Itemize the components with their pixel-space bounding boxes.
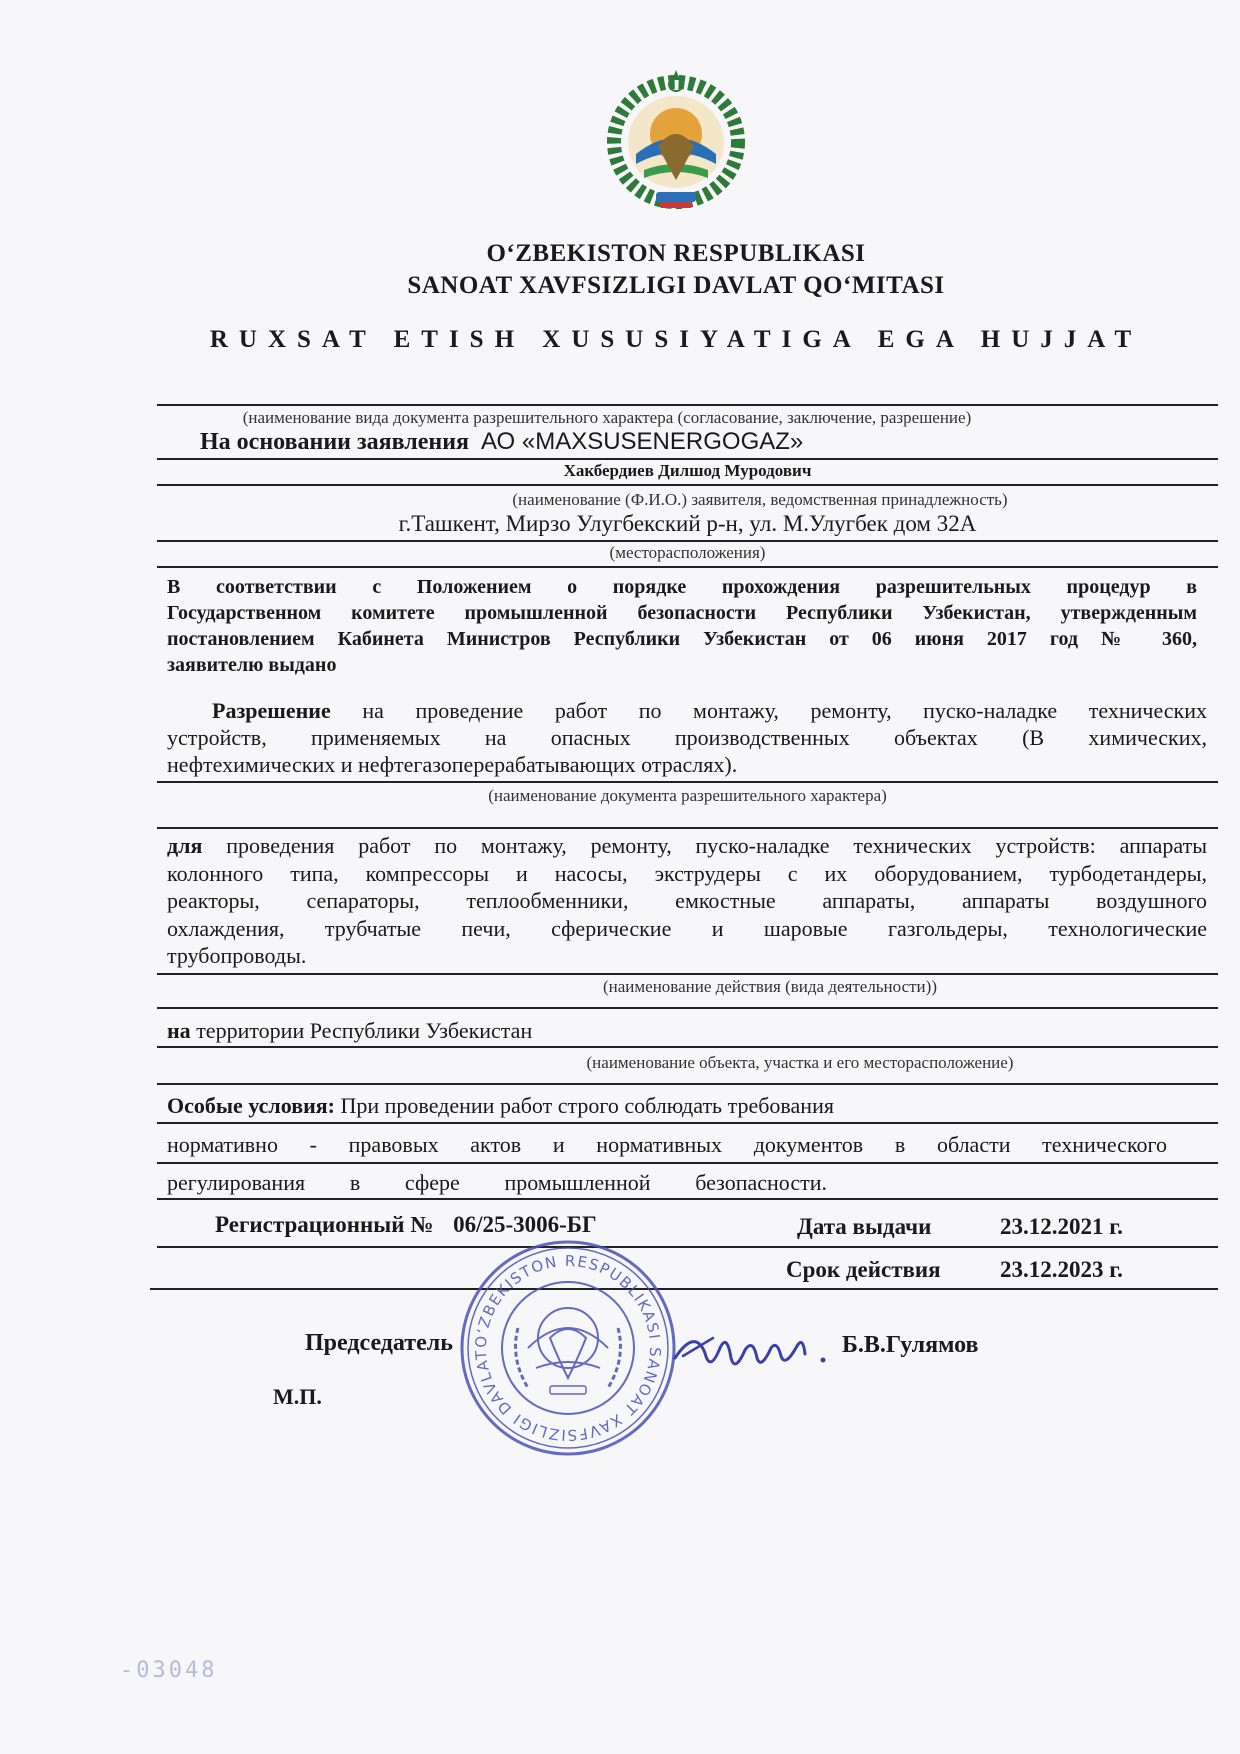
territory-lead: на [167, 1018, 191, 1043]
serial-number: -03048 [120, 1658, 218, 1683]
basis-paragraph [167, 574, 1197, 678]
conditions-line [167, 1093, 834, 1119]
valid-until-date: 23.12.2023 г. [1000, 1257, 1123, 1282]
divider [157, 484, 1218, 486]
activity-line [167, 832, 1207, 860]
divider [157, 1007, 1218, 1009]
divider [157, 540, 1218, 542]
activity-line: охлаждения, трубчатые печи, сферические и шаровые газгольдеры, технологические [167, 915, 1207, 941]
country-title: O‘ZBEKISTON RESPUBLIKASI [486, 240, 866, 267]
divider [157, 1198, 1218, 1200]
divider [157, 1046, 1218, 1048]
divider [157, 781, 1218, 783]
divider [157, 1122, 1218, 1124]
agency-title: SANOAT XAVFSIZLIGI DAVLAT QO‘MITASI [407, 272, 945, 299]
divider [157, 973, 1218, 975]
divider [150, 1288, 1218, 1290]
activity-line: трубопроводы. [167, 943, 307, 968]
valid-until-label: Срок действия [786, 1257, 941, 1282]
handwritten-signature [665, 1318, 835, 1388]
permit-paragraph [167, 697, 1207, 778]
permit-caption: (наименование документа разрешительного характера) [488, 786, 887, 805]
signatory-name: Б.В.Гулямов [842, 1332, 979, 1358]
registration-line [215, 1212, 597, 1238]
divider [157, 827, 1218, 829]
activity-line: реакторы, сепараторы, теплообменники, емкостные аппараты, аппараты воздушного [167, 888, 1207, 913]
issue-date: 23.12.2021 г. [1000, 1214, 1123, 1239]
application-line [200, 428, 803, 456]
activity-lead: для [167, 833, 203, 858]
company-name: АО «MAXSUSENERGOGAZ» [481, 428, 804, 455]
doc-type-caption: (наименование вида документа разрешительного характера (согласование, заключение, разрешение) [242, 408, 972, 427]
registration-number: 06/25-3006-БГ [453, 1212, 597, 1237]
divider [157, 404, 1218, 406]
conditions-lead: Особые условия: [167, 1093, 335, 1118]
application-prefix: На основании заявления [200, 429, 470, 455]
seal-place-label: М.П. [273, 1384, 322, 1409]
registration-label: Регистрационный № [215, 1212, 434, 1237]
activity-text: проведения работ по монтажу, ремонту, пуско-наладке технических устройств: аппараты [202, 833, 1207, 858]
divider [157, 566, 1218, 568]
permit-text: на проведение работ по монтажу, ремонту, пуско-наладке технических [330, 698, 1207, 723]
issue-date-label: Дата выдачи [797, 1214, 932, 1239]
official-seal [458, 1238, 678, 1458]
activity-line: колонного типа, компрессоры и насосы, экструдеры с их оборудованием, турбодетандеры, [167, 860, 1207, 886]
divider [157, 1083, 1218, 1085]
document-title: RUXSAT ETISH XUSUSIYATIGA EGA HUJJAT [209, 326, 1143, 353]
address: г.Ташкент, Мирзо Улугбекский р-н, ул. М.Улугбек дом 32А [398, 511, 977, 536]
divider [157, 1246, 1218, 1248]
activity-paragraph [167, 832, 1207, 970]
territory-text: территории Республики Узбекистан [190, 1018, 533, 1043]
permit-lead: Разрешение [212, 698, 331, 723]
divider [157, 1162, 1218, 1164]
applicant-caption: (наименование (Ф.И.О.) заявителя, ведомственная принадлежность) [512, 490, 1008, 509]
territory-line [167, 1018, 532, 1044]
activity-caption: (наименование действия (вида деятельности)) [603, 977, 937, 996]
seal-ring-text: O‘ZBEKISTON RESPUBLIKASI SANOAT XAVFSIZLIGI DAVLAT [471, 1251, 665, 1445]
divider [157, 458, 1218, 460]
permit-line [167, 697, 1207, 724]
basis-line: Государственном комитете промышленной безопасности Республики Узбекистан, утвержденным [167, 602, 1197, 624]
location-caption: (месторасположения) [609, 543, 766, 562]
basis-line: постановлением Кабинета Министров Республики Узбекистан от 06 июня 2017 год № 360, [167, 628, 1197, 650]
basis-line: В соответствии с Положением о порядке прохождения разрешительных процедур в [167, 576, 1197, 598]
object-caption: (наименование объекта, участка и его месторасположение) [586, 1053, 1014, 1072]
state-emblem [596, 62, 756, 214]
conditions-line: нормативно - правовых актов и нормативных документов в области технического [167, 1132, 1167, 1157]
conditions-text: При проведении работ строго соблюдать требования [335, 1093, 834, 1118]
basis-line: заявителю выдано [167, 654, 337, 676]
permit-line: нефтехимических и нефтегазоперерабатывающих отраслях). [167, 752, 738, 777]
permit-line: устройств, применяемых на опасных производственных объектах (В химических, [167, 725, 1207, 750]
applicant-name: Хакбердиев Дилшод Муродович [563, 461, 812, 480]
conditions-line: регулирования в сфере промышленной безопасности. [167, 1170, 827, 1195]
signatory-position: Председатель [305, 1330, 453, 1356]
